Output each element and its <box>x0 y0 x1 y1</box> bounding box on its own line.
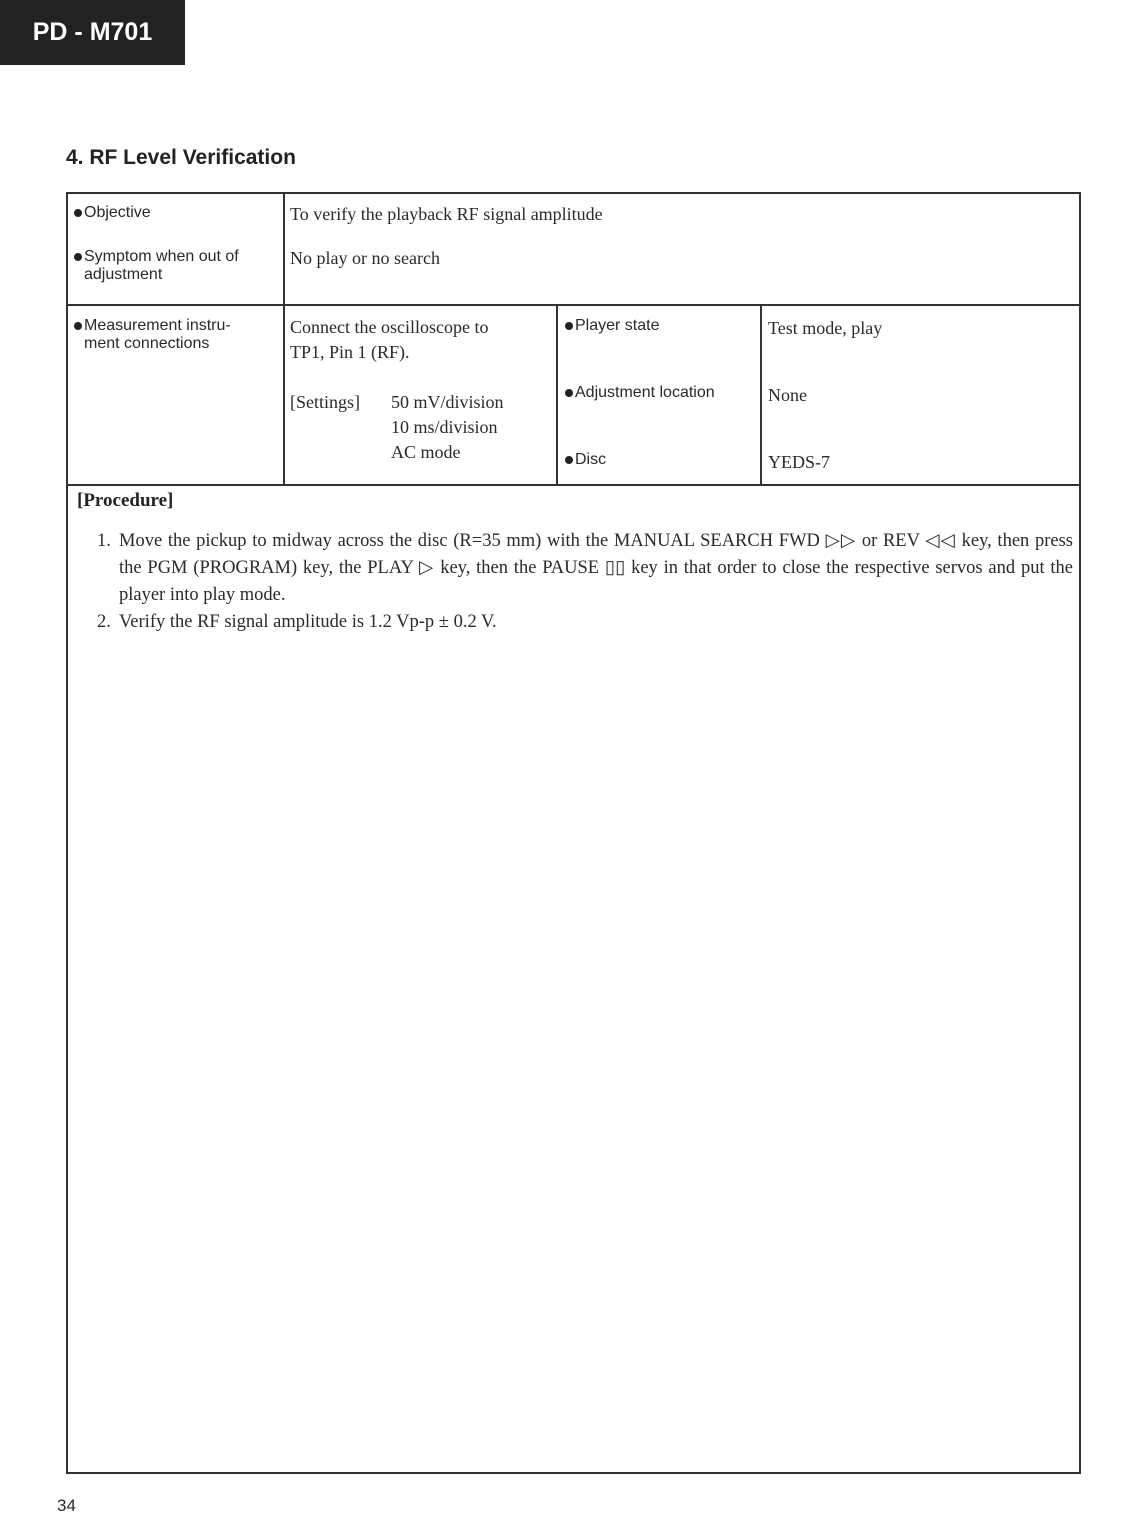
symptom-label-line-1: Symptom when out of <box>84 248 239 265</box>
settings-values <box>391 390 504 465</box>
bullet-icon <box>565 322 573 330</box>
symptom-label <box>70 248 275 284</box>
player-state-value: Test mode, play <box>768 318 883 338</box>
bullet-icon <box>565 456 573 464</box>
measurement-label <box>70 317 275 353</box>
player-state-label <box>561 317 756 335</box>
model-badge: PD - M701 <box>0 0 185 65</box>
procedure-list <box>97 528 1073 636</box>
measurement-value <box>290 315 488 365</box>
objective-label-text: Objective <box>84 204 151 221</box>
procedure-step-number: 1. <box>97 531 111 551</box>
measurement-label-line-2: ment connections <box>84 335 210 352</box>
disc-value: YEDS-7 <box>768 452 830 472</box>
row-divider-1 <box>68 304 1079 306</box>
adjustment-location-label-text: Adjustment location <box>575 384 715 401</box>
bullet-icon <box>74 322 82 330</box>
setting-time: 10 ms/division <box>391 417 498 437</box>
bullet-icon <box>74 209 82 217</box>
procedure-step-text: Verify the RF signal amplitude is 1.2 Vp-p ± 0.2 V. <box>119 612 497 632</box>
adjustment-location-value: None <box>768 385 807 405</box>
adjustment-frame <box>66 192 1081 1474</box>
col-divider-right <box>760 304 762 484</box>
col-divider-middle <box>556 304 558 484</box>
procedure-step-text: Move the pickup to midway across the disc (R=35 mm) with the MANUAL SEARCH FWD ▷▷ or REV ◁◁ key, then press the PGM (PROGRAM) key, the PLAY ▷ key, then the PAUSE ▯▯ key in that order to close the respective servos and put the player into play mode. <box>119 531 1073 605</box>
disc-label-text: Disc <box>575 451 607 468</box>
adjustment-location-label <box>561 384 756 402</box>
procedure-step <box>97 609 1073 636</box>
section-title: 4. RF Level Verification <box>66 146 296 169</box>
player-state-label-text: Player state <box>575 317 660 334</box>
disc-label <box>561 451 756 469</box>
measurement-value-line-1: Connect the oscilloscope to <box>290 317 489 337</box>
setting-coupling: AC mode <box>391 442 461 462</box>
measurement-value-line-2: TP1, Pin 1 (RF). <box>290 342 410 362</box>
objective-label <box>70 204 275 222</box>
objective-value: To verify the playback RF signal amplitude <box>290 204 603 224</box>
measurement-label-line-1: Measurement instru- <box>84 317 231 334</box>
procedure-heading: [Procedure] <box>77 490 174 511</box>
procedure-step-number: 2. <box>97 612 111 632</box>
bullet-icon <box>74 253 82 261</box>
procedure-step <box>97 528 1073 609</box>
settings-key: [Settings] <box>290 392 360 412</box>
symptom-value: No play or no search <box>290 248 440 268</box>
symptom-label-line-2: adjustment <box>84 266 163 283</box>
page-number: 34 <box>57 1496 76 1515</box>
setting-volts: 50 mV/division <box>391 392 504 412</box>
row-divider-2 <box>68 484 1079 486</box>
bullet-icon <box>565 389 573 397</box>
col-divider-label <box>283 194 285 484</box>
